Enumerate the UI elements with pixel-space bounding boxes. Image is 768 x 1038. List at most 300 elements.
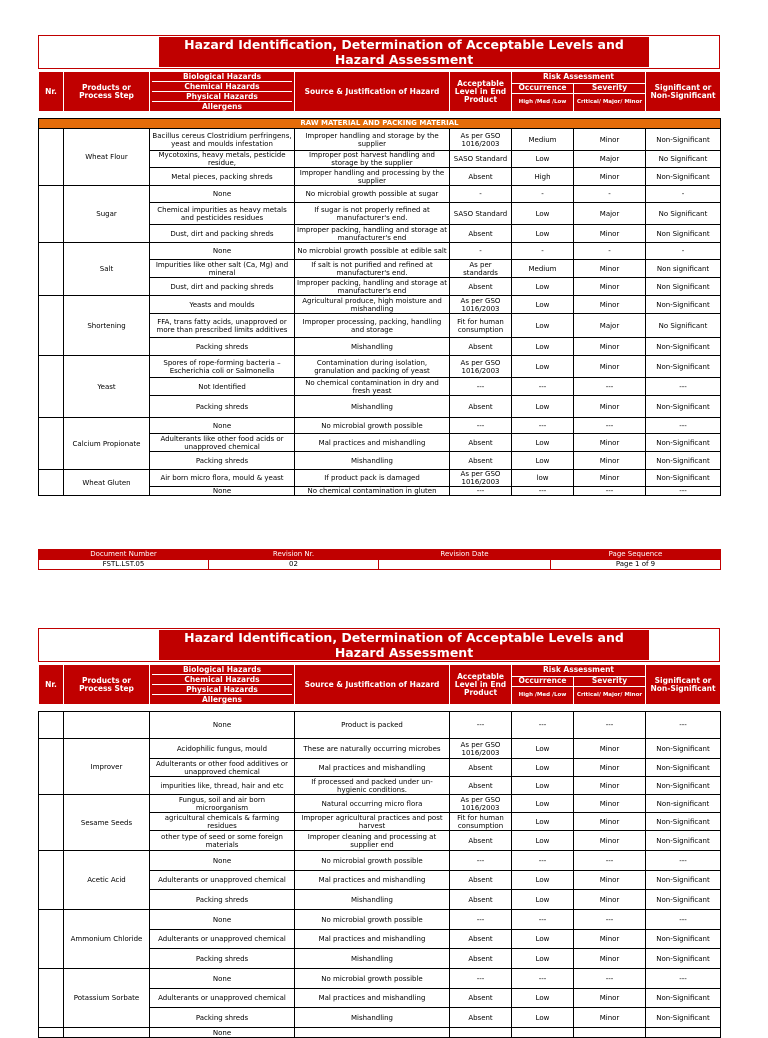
cell-severity: Minor — [574, 949, 646, 969]
cell-acceptable: As per GSO 1016/2003 — [450, 356, 512, 378]
cell-acceptable: --- — [450, 378, 512, 396]
cell-nr — [39, 1028, 64, 1038]
cell-severity: Major — [574, 314, 646, 338]
cell-product: Potassium Sorbate — [64, 969, 150, 1028]
cell-acceptable: Fit for human consumption — [450, 813, 512, 831]
hazard-allergens: Allergens — [202, 102, 242, 111]
cell-severity: Minor — [574, 396, 646, 418]
page-title: Hazard Identification, Determination of Acceptable Levels and Hazard Assessment — [159, 37, 649, 67]
cell-significant: Non-Significant — [646, 452, 721, 470]
cell-acceptable: As per GSO 1016/2003 — [450, 296, 512, 314]
cell-acceptable: Absent — [450, 452, 512, 470]
cell-hazard: Packing shreds — [150, 396, 295, 418]
occurrence-scale: High /Med /Low — [512, 94, 574, 112]
cell-hazard: Mycotoxins, heavy metals, pesticide residue, — [150, 151, 295, 168]
cell-occurrence: low — [512, 470, 574, 487]
cell-source: If product pack is damaged — [295, 470, 450, 487]
cell-acceptable: SASO Standard — [450, 151, 512, 168]
cell-significant: Non-Significant — [646, 777, 721, 795]
cell-source: Mal practices and mishandling — [295, 930, 450, 949]
cell-source: Improper post harvest handling and storage by the supplier — [295, 151, 450, 168]
cell-nr — [39, 851, 64, 910]
cell-significant: --- — [646, 910, 721, 930]
cell-source: No microbial growth possible — [295, 969, 450, 989]
cell-hazard: agricultural chemicals & farming residues — [150, 813, 295, 831]
cell-occurrence: Low — [512, 989, 574, 1008]
cell-nr — [39, 418, 64, 470]
table-row — [39, 243, 721, 260]
cell-acceptable: As per standards — [450, 260, 512, 278]
cell-hazard: None — [150, 243, 295, 260]
cell-source: Mishandling — [295, 949, 450, 969]
cell-hazard: Adulterants or other food additives or unapproved chemical — [150, 759, 295, 777]
header-table — [38, 71, 721, 112]
col-source: Source & Justification of Hazard — [295, 72, 450, 112]
cell-severity: Minor — [574, 1008, 646, 1028]
cell-occurrence: Medium — [512, 129, 574, 151]
cell-occurrence: Low — [512, 930, 574, 949]
col-source: Source & Justification of Hazard — [295, 665, 450, 705]
cell-source: Mishandling — [295, 1008, 450, 1028]
cell-product: Improver — [64, 739, 150, 795]
footer-page-seq: Page 1 of 9 — [551, 560, 721, 570]
hazard-chemical: Chemical Hazards — [152, 675, 292, 685]
header-table-2 — [38, 664, 721, 705]
cell-acceptable: As per GSO 1016/2003 — [450, 470, 512, 487]
cell-source: If salt is not purified and refined at manufacturer's end. — [295, 260, 450, 278]
cell-source: Improper packing, handling and storage at manufacturer's end — [295, 278, 450, 296]
cell-severity: - — [574, 243, 646, 260]
cell-acceptable: Absent — [450, 434, 512, 452]
cell-occurrence: --- — [512, 378, 574, 396]
table-row — [39, 712, 721, 739]
cell-hazard: other type of seed or some foreign materials — [150, 831, 295, 851]
cell-severity: --- — [574, 378, 646, 396]
cell-severity: Minor — [574, 871, 646, 890]
cell-source: No microbial growth possible — [295, 910, 450, 930]
cell-source: Improper agricultural practices and post harvest — [295, 813, 450, 831]
cell-occurrence: Low — [512, 278, 574, 296]
table-row — [39, 296, 721, 314]
cell-severity: Minor — [574, 930, 646, 949]
cell-acceptable: --- — [450, 851, 512, 871]
cell-occurrence: Low — [512, 452, 574, 470]
cell-hazard: Impurities like other salt (Ca, Mg) and mineral — [150, 260, 295, 278]
cell-significant: --- — [646, 969, 721, 989]
cell-significant: Non-Significant — [646, 470, 721, 487]
cell-source: Mishandling — [295, 338, 450, 356]
cell-source: Contamination during isolation, granulation and packing of yeast — [295, 356, 450, 378]
cell-significant: --- — [646, 487, 721, 496]
cell-severity: Major — [574, 151, 646, 168]
cell-product: Sesame Seeds — [64, 795, 150, 851]
cell-product: Salt — [64, 243, 150, 296]
cell-acceptable: Absent — [450, 759, 512, 777]
cell-significant: --- — [646, 712, 721, 739]
col-products: Products or Process Step — [64, 72, 150, 112]
cell-nr — [39, 910, 64, 969]
cell-source: Improper handling and storage by the supplier — [295, 129, 450, 151]
cell-occurrence: Low — [512, 1008, 574, 1028]
cell-hazard: Dust, dirt and packing shreds — [150, 225, 295, 243]
cell-nr — [39, 129, 64, 186]
cell-occurrence: --- — [512, 969, 574, 989]
hazard-allergens: Allergens — [202, 695, 242, 704]
cell-product: Yeast — [64, 356, 150, 418]
cell-occurrence: - — [512, 186, 574, 203]
cell-hazard: Packing shreds — [150, 1008, 295, 1028]
cell-nr — [39, 296, 64, 356]
cell-significant: Non-Significant — [646, 396, 721, 418]
hazard-table-page-2 — [38, 711, 721, 1038]
cell-hazard: FFA, trans fatty acids, unapproved or more than prescribed limits additives — [150, 314, 295, 338]
cell-occurrence: --- — [512, 487, 574, 496]
hazard-biological: Biological Hazards — [152, 665, 292, 675]
title-box-2 — [38, 628, 720, 662]
hazard-chemical: Chemical Hazards — [152, 82, 292, 92]
cell-significant: Non-Significant — [646, 930, 721, 949]
cell-source: No microbial growth possible — [295, 418, 450, 434]
cell-acceptable: Absent — [450, 1008, 512, 1028]
cell-significant — [646, 1028, 721, 1038]
cell-hazard: Not Identified — [150, 378, 295, 396]
footer-revision-date-label: Revision Date — [379, 550, 551, 560]
cell-occurrence: Low — [512, 871, 574, 890]
cell-significant: Non Significant — [646, 278, 721, 296]
cell-product: Ammonium Chloride — [64, 910, 150, 969]
cell-occurrence: Low — [512, 434, 574, 452]
cell-source: Product is packed — [295, 712, 450, 739]
cell-severity: Minor — [574, 777, 646, 795]
cell-acceptable: Absent — [450, 225, 512, 243]
cell-acceptable: As per GSO 1016/2003 — [450, 739, 512, 759]
cell-acceptable: Fit for human consumption — [450, 314, 512, 338]
hazard-table-page-1 — [38, 118, 721, 496]
cell-hazard: Packing shreds — [150, 338, 295, 356]
cell-hazard: Fungus, soil and air born microorganism — [150, 795, 295, 813]
cell-occurrence: Low — [512, 225, 574, 243]
cell-hazard: Dust, dirt and packing shreds — [150, 278, 295, 296]
cell-acceptable: --- — [450, 487, 512, 496]
table-row — [39, 795, 721, 813]
cell-hazard: Air born micro flora, mould & yeast — [150, 470, 295, 487]
section-label: RAW MATERIAL AND PACKING MATERIAL — [39, 119, 721, 129]
cell-hazard: None — [150, 487, 295, 496]
cell-significant: Non-Significant — [646, 129, 721, 151]
cell-hazard: None — [150, 418, 295, 434]
cell-hazard: Adulterants like other food acids or unapproved chemical — [150, 434, 295, 452]
cell-acceptable: Absent — [450, 831, 512, 851]
cell-severity: Minor — [574, 831, 646, 851]
table-row — [39, 470, 721, 487]
cell-source: No microbial growth possible at sugar — [295, 186, 450, 203]
cell-hazard: impurities like, thread, hair and etc — [150, 777, 295, 795]
cell-source: Mal practices and mishandling — [295, 434, 450, 452]
hazard-physical: Physical Hazards — [152, 685, 292, 695]
table-row — [39, 910, 721, 930]
cell-source: No microbial growth possible at edible salt — [295, 243, 450, 260]
cell-nr — [39, 470, 64, 496]
cell-occurrence: Low — [512, 338, 574, 356]
cell-severity: --- — [574, 712, 646, 739]
cell-occurrence: Low — [512, 949, 574, 969]
cell-severity: Minor — [574, 296, 646, 314]
cell-acceptable: Absent — [450, 949, 512, 969]
col-severity: Severity — [574, 83, 646, 94]
cell-occurrence: Low — [512, 314, 574, 338]
cell-source: No chemical contamination in gluten — [295, 487, 450, 496]
cell-severity: Minor — [574, 759, 646, 777]
cell-significant: No Significant — [646, 151, 721, 168]
cell-significant: Non-Significant — [646, 168, 721, 186]
cell-hazard: None — [150, 186, 295, 203]
cell-source: Improper packing, handling and storage at manufacturer's end — [295, 225, 450, 243]
cell-severity: Minor — [574, 890, 646, 910]
cell-occurrence: - — [512, 243, 574, 260]
cell-hazard: Packing shreds — [150, 452, 295, 470]
cell-significant: - — [646, 243, 721, 260]
cell-source: Natural occurring micro flora — [295, 795, 450, 813]
cell-nr — [39, 186, 64, 243]
col-hazards — [150, 665, 295, 705]
cell-severity — [574, 1028, 646, 1038]
cell-occurrence: Low — [512, 356, 574, 378]
col-products: Products or Process Step — [64, 665, 150, 705]
cell-occurrence: Low — [512, 831, 574, 851]
cell-source: Improper processing, packing, handling and storage — [295, 314, 450, 338]
cell-hazard: None — [150, 712, 295, 739]
cell-source: Improper handling and processing by the supplier — [295, 168, 450, 186]
cell-hazard: Acidophilic fungus, mould — [150, 739, 295, 759]
cell-severity: Minor — [574, 168, 646, 186]
footer-revision-label: Revision Nr. — [209, 550, 379, 560]
cell-hazard: Packing shreds — [150, 949, 295, 969]
cell-hazard: None — [150, 851, 295, 871]
cell-occurrence: Low — [512, 739, 574, 759]
col-significant: Significant or Non-Significant — [646, 665, 721, 705]
table-row — [39, 418, 721, 434]
cell-severity: - — [574, 186, 646, 203]
cell-product: Sugar — [64, 186, 150, 243]
cell-source: Mal practices and mishandling — [295, 871, 450, 890]
cell-significant: Non-Significant — [646, 356, 721, 378]
cell-hazard: Yeasts and moulds — [150, 296, 295, 314]
severity-scale: Critical/ Major/ Minor — [574, 94, 646, 112]
cell-source: If processed and packed under un-hygienic conditions. — [295, 777, 450, 795]
cell-occurrence: Low — [512, 759, 574, 777]
cell-acceptable: Absent — [450, 278, 512, 296]
footer-page-seq-label: Page Sequence — [551, 550, 721, 560]
cell-severity: Minor — [574, 260, 646, 278]
cell-source: Mishandling — [295, 890, 450, 910]
col-acceptable: Acceptable Level in End Product — [450, 665, 512, 705]
cell-severity: Minor — [574, 989, 646, 1008]
cell-severity: Minor — [574, 278, 646, 296]
footer-page-1 — [38, 549, 720, 570]
cell-product — [64, 712, 150, 739]
cell-source: No microbial growth possible — [295, 851, 450, 871]
cell-hazard: Spores of rope-forming bacteria – Escherichia coli or Salmonella — [150, 356, 295, 378]
cell-product: Wheat Gluten — [64, 470, 150, 496]
cell-severity: Major — [574, 203, 646, 225]
cell-significant: Non significant — [646, 260, 721, 278]
title-box — [38, 35, 720, 69]
cell-acceptable: Absent — [450, 930, 512, 949]
col-acceptable: Acceptable Level in End Product — [450, 72, 512, 112]
table-row — [39, 851, 721, 871]
cell-hazard: Metal pieces, packing shreds — [150, 168, 295, 186]
cell-nr — [39, 356, 64, 418]
cell-significant: --- — [646, 418, 721, 434]
cell-acceptable: Absent — [450, 989, 512, 1008]
cell-occurrence: Low — [512, 795, 574, 813]
cell-occurrence: Low — [512, 890, 574, 910]
table-row — [39, 1028, 721, 1038]
cell-significant: - — [646, 186, 721, 203]
cell-occurrence — [512, 1028, 574, 1038]
cell-occurrence: Low — [512, 151, 574, 168]
severity-scale: Critical/ Major/ Minor — [574, 687, 646, 705]
cell-acceptable — [450, 1028, 512, 1038]
cell-significant: Non-Significant — [646, 949, 721, 969]
cell-source: These are naturally occurring microbes — [295, 739, 450, 759]
cell-severity: Minor — [574, 795, 646, 813]
cell-hazard: Adulterants or unapproved chemical — [150, 930, 295, 949]
cell-severity: --- — [574, 851, 646, 871]
cell-severity: Minor — [574, 452, 646, 470]
cell-acceptable: --- — [450, 969, 512, 989]
hazard-biological: Biological Hazards — [152, 72, 292, 82]
cell-acceptable: --- — [450, 418, 512, 434]
table-row — [39, 129, 721, 151]
cell-nr — [39, 712, 64, 739]
cell-source: Agricultural produce, high moisture and mishandling — [295, 296, 450, 314]
cell-source: If sugar is not properly refined at manufacturer's end. — [295, 203, 450, 225]
cell-nr — [39, 243, 64, 296]
col-occurrence: Occurrence — [512, 676, 574, 687]
cell-occurrence: --- — [512, 851, 574, 871]
col-risk: Risk Assessment — [512, 72, 646, 84]
cell-severity: Minor — [574, 129, 646, 151]
table-row — [39, 739, 721, 759]
cell-significant: Non-Significant — [646, 338, 721, 356]
cell-occurrence: Low — [512, 203, 574, 225]
col-occurrence: Occurrence — [512, 83, 574, 94]
page-2 — [38, 628, 720, 1038]
cell-acceptable: Absent — [450, 168, 512, 186]
cell-acceptable: --- — [450, 910, 512, 930]
cell-acceptable: Absent — [450, 890, 512, 910]
col-nr: Nr. — [39, 72, 64, 112]
cell-acceptable: - — [450, 243, 512, 260]
table-row — [39, 356, 721, 378]
cell-severity: Minor — [574, 813, 646, 831]
cell-significant: Non-Significant — [646, 434, 721, 452]
page-1 — [38, 35, 720, 496]
cell-hazard: None — [150, 969, 295, 989]
occurrence-scale: High /Med /Low — [512, 687, 574, 705]
cell-nr — [39, 795, 64, 851]
col-nr: Nr. — [39, 665, 64, 705]
table-row — [39, 969, 721, 989]
hazard-physical: Physical Hazards — [152, 92, 292, 102]
footer-doc-number-label: Document Number — [39, 550, 209, 560]
cell-hazard: Adulterants or unapproved chemical — [150, 871, 295, 890]
cell-significant: Non-Significant — [646, 989, 721, 1008]
cell-source: Mal practices and mishandling — [295, 759, 450, 777]
cell-acceptable: - — [450, 186, 512, 203]
col-significant: Significant or Non-Significant — [646, 72, 721, 112]
cell-significant: Non-Significant — [646, 871, 721, 890]
table-row — [39, 186, 721, 203]
col-severity: Severity — [574, 676, 646, 687]
cell-product: Wheat Flour — [64, 129, 150, 186]
col-risk: Risk Assessment — [512, 665, 646, 677]
cell-occurrence: Low — [512, 777, 574, 795]
cell-acceptable: Absent — [450, 338, 512, 356]
cell-severity: Minor — [574, 470, 646, 487]
cell-hazard: Packing shreds — [150, 890, 295, 910]
cell-occurrence: Medium — [512, 260, 574, 278]
cell-acceptable: SASO Standard — [450, 203, 512, 225]
cell-acceptable: Absent — [450, 777, 512, 795]
footer-doc-number: FSTL.LST.05 — [39, 560, 209, 570]
cell-severity: Minor — [574, 225, 646, 243]
cell-source: Improper cleaning and processing at supplier end — [295, 831, 450, 851]
cell-acceptable: --- — [450, 712, 512, 739]
cell-product — [64, 1028, 150, 1038]
cell-occurrence: --- — [512, 910, 574, 930]
cell-significant: Non-Significant — [646, 831, 721, 851]
cell-hazard: None — [150, 910, 295, 930]
footer-revision: 02 — [209, 560, 379, 570]
cell-nr — [39, 739, 64, 795]
cell-significant: Non Significant — [646, 225, 721, 243]
cell-hazard: Bacillus cereus Clostridium perfringens, yeast and moulds infestation — [150, 129, 295, 151]
cell-significant: Non-Significant — [646, 890, 721, 910]
col-hazards — [150, 72, 295, 112]
cell-significant: Non-Significant — [646, 759, 721, 777]
cell-significant: --- — [646, 851, 721, 871]
cell-source: No chemical contamination in dry and fresh yeast — [295, 378, 450, 396]
footer-revision-date — [379, 560, 551, 570]
cell-occurrence: Low — [512, 396, 574, 418]
cell-significant: Non-Significant — [646, 1008, 721, 1028]
cell-significant: Non-significant — [646, 795, 721, 813]
page-title-2: Hazard Identification, Determination of Acceptable Levels and Hazard Assessment — [159, 630, 649, 660]
cell-acceptable: Absent — [450, 871, 512, 890]
cell-product: Shortening — [64, 296, 150, 356]
cell-acceptable: As per GSO 1016/2003 — [450, 129, 512, 151]
cell-significant: Non-Significant — [646, 739, 721, 759]
cell-significant: Non-Significant — [646, 813, 721, 831]
cell-significant: No Significant — [646, 203, 721, 225]
cell-severity: Minor — [574, 356, 646, 378]
cell-nr — [39, 969, 64, 1028]
cell-occurrence: High — [512, 168, 574, 186]
cell-source: Mishandling — [295, 452, 450, 470]
cell-significant: Non-Significant — [646, 296, 721, 314]
cell-hazard: Adulterants or unapproved chemical — [150, 989, 295, 1008]
cell-significant: --- — [646, 378, 721, 396]
cell-source — [295, 1028, 450, 1038]
cell-severity: Minor — [574, 739, 646, 759]
cell-severity: --- — [574, 418, 646, 434]
cell-source: Mal practices and mishandling — [295, 989, 450, 1008]
cell-severity: --- — [574, 910, 646, 930]
cell-occurrence: Low — [512, 296, 574, 314]
cell-severity: Minor — [574, 434, 646, 452]
